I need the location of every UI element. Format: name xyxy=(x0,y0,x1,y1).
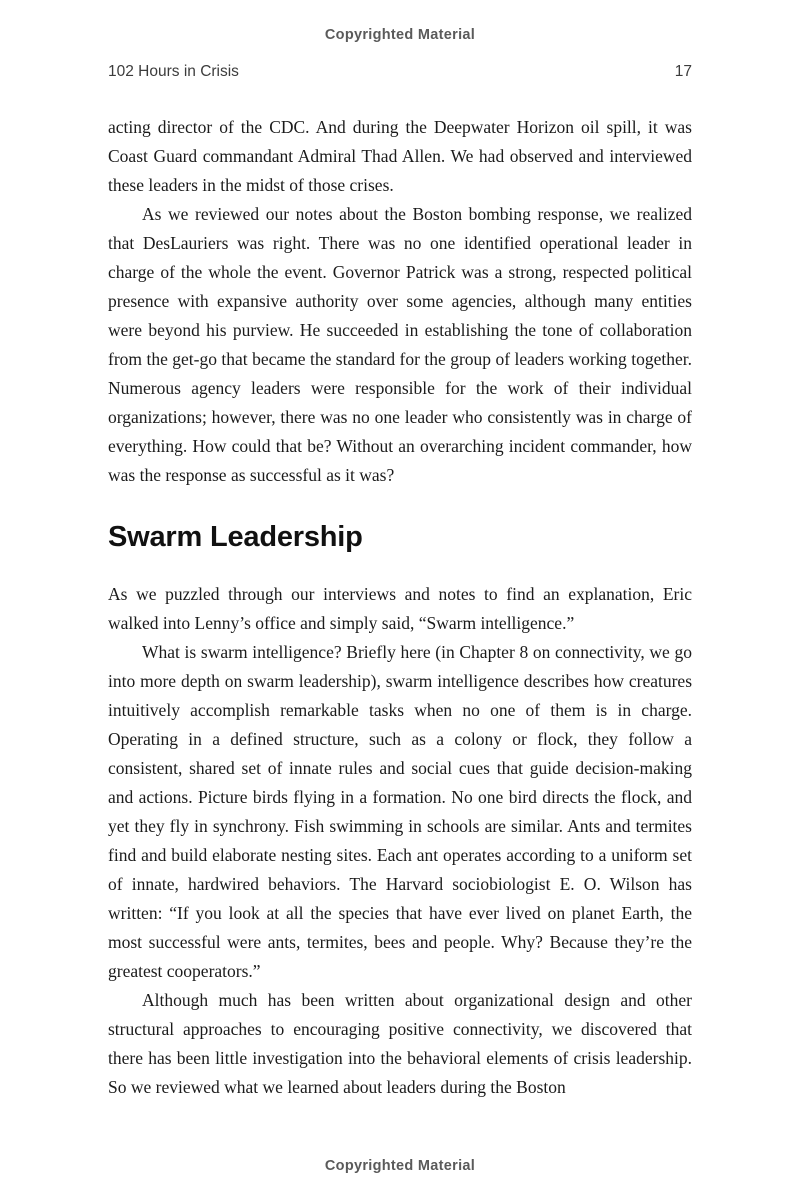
paragraph: What is swarm intelligence? Briefly here (in Chapter 8 on connectivity, we go into more depth on swarm leadership), swarm intelligence describes how creatures intuitively accomplish remarkable tasks when no one of them is in charge. Operating in a defined structure, such as a colony or flock, they follow a consistent, shared set of innate rules and social cues that guide decision-making and actions. Picture birds flying in a formation. No one bird directs the flock, and yet they fly in synchrony. Fish swimming in schools are similar. Ants and termites find and build elaborate nesting sites. Each ant operates according to a uniform set of innate, hardwired behaviors. The Harvard sociobiologist E. O. Wilson has written: “If you look at all the species that have ever lived on planet Earth, the most successful were ants, termites, bees and people. Why? Because they’re the greatest cooperators.” xyxy=(108,642,692,981)
page-number: 17 xyxy=(674,63,692,80)
running-header-title: 102 Hours in Crisis xyxy=(108,63,239,80)
running-header xyxy=(108,63,692,81)
paragraph: As we reviewed our notes about the Boston bombing response, we realized that DesLauriers was right. There was no one identified operational leader in charge of the whole the event. Governor Patrick was a strong, respected political presence with expansive authority over some agencies, although many entities were beyond his purview. He succeeded in establishing the tone of collaboration from the get-go that became the standard for the group of leaders working together. Numerous agency leaders were responsible for the work of their individual organizations; however, there was no one leader who consistently was in charge of everything. How could that be? Without an overarching incident commander, how was the response as successful as it was? xyxy=(108,204,692,485)
paragraph: acting director of the CDC. And during the Deepwater Horizon oil spill, it was Coast Guard commandant Admiral Thad Allen. We had observed and interviewed these leaders in the midst of those crises. xyxy=(108,117,692,195)
copyright-notice-bottom: Copyrighted Material xyxy=(324,1158,476,1174)
copyright-notice-top: Copyrighted Material xyxy=(324,27,476,43)
section-heading: Swarm Leadership xyxy=(108,521,363,553)
paragraph: Although much has been written about organizational design and other structural approaches to encouraging positive connectivity, we discovered that there has been little investigation into the behavioral elements of crisis leadership. So we reviewed what we learned about leaders during the Boston xyxy=(108,990,692,1097)
page-body xyxy=(108,113,692,1102)
paragraph: As we puzzled through our interviews and notes to find an explanation, Eric walked into Lenny’s office and simply said, “Swarm intelligence.” xyxy=(108,584,692,633)
